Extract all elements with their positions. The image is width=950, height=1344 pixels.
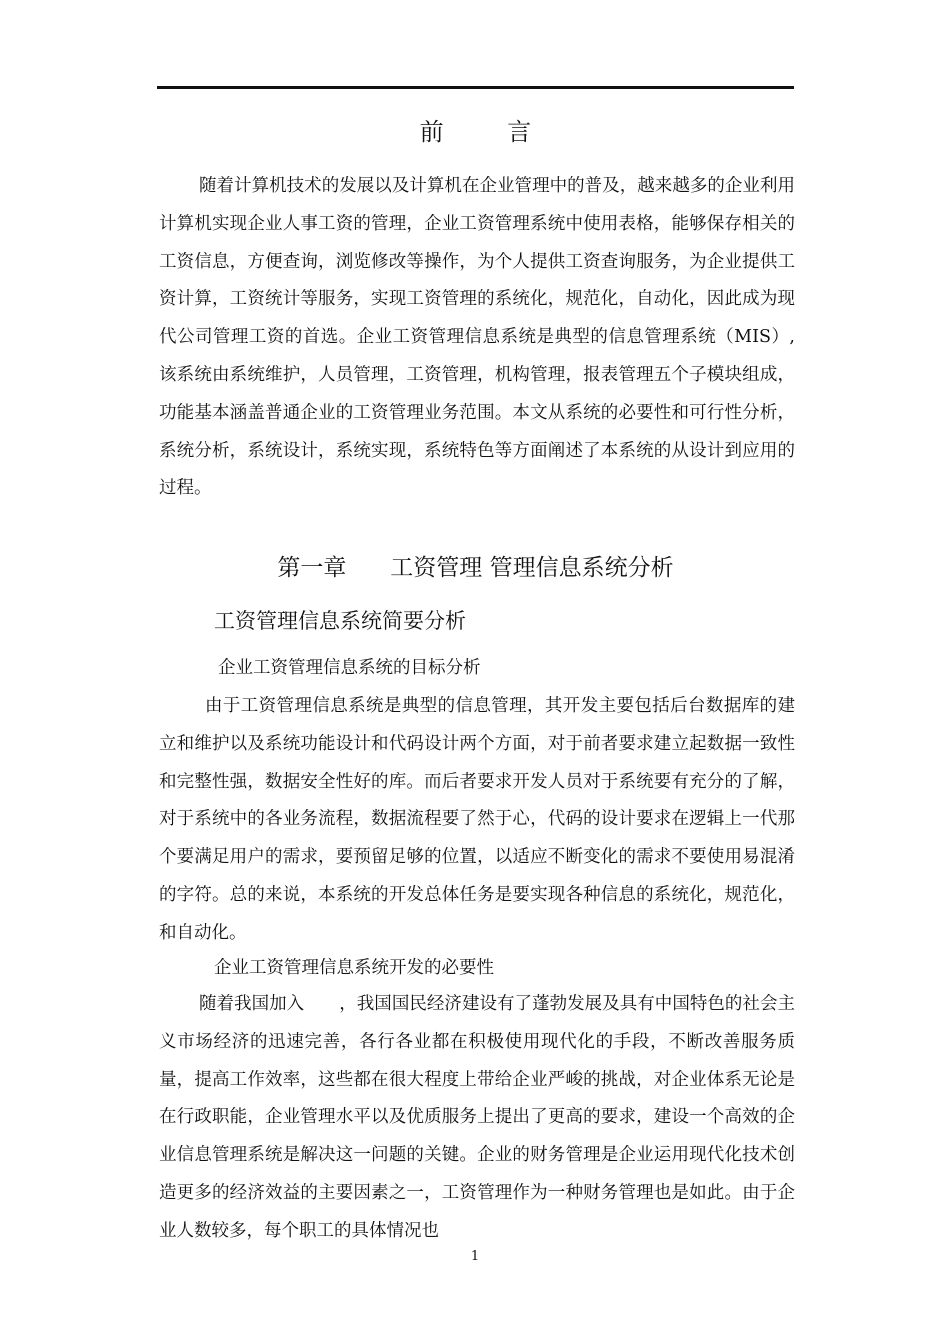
goal-paragraph: 由于工资管理信息系统是典型的信息管理，其开发主要包括后台数据库的建立和维护以及系统功能设计和代码设计两个方面，对于前者要求建立起数据一致性和完整性强，数据安全性好的库。而后者要求开发人员对于系统要有充分的了解，对于系统中的各业务流程，数据流程要了然于心，代码的设计要求在逻辑上一代那个要满足用户的需求，要预留足够的位置，以适应不断变化的需求不要使用易混淆的字符。总的来说，本系统的开发总体任务是要实现各种信息的系统化，规范化，和自动化。 — [159, 696, 795, 943]
header-rule — [157, 86, 794, 89]
preface-title: 前 言 — [419, 118, 560, 146]
section-title: 工资管理信息系统简要分析 — [214, 609, 466, 633]
chapter-title: 第一章 工资管理 管理信息系统分析 — [277, 555, 674, 581]
subsection-heading-goal: 企业工资管理信息系统的目标分析 — [218, 658, 481, 678]
preface-paragraph: 随着计算机技术的发展以及计算机在企业管理中的普及，越来越多的企业利用计算机实现企业人事工资的管理，企业工资管理系统中使用表格，能够保存相关的工资信息，方便查询，浏览修改等操作，为个人提供工资查询服务，为企业提供工资计算，工资统计等服务，实现工资管理的系统化，规范化，自动化，因此成为现代公司管理工资的首选。企业工资管理信息系统是典型的信息管理系统（MIS）, 该系统由系统维护，人员管理，工资管理，机构管理，报表管理五个子模块组成，功能基本涵盖普通企业的工资管理业务范围。本文从系统的必要性和可行性分析，系统分析，系统设计，系统实现，系统特色等方面阐述了本系统的从设计到应用的过程。 — [159, 176, 795, 499]
subsection-heading-necessity: 企业工资管理信息系统开发的必要性 — [214, 958, 494, 978]
page-number: 1 — [470, 1249, 480, 1264]
necessity-paragraph: 随着我国加入 ，我国国民经济建设有了蓬勃发展及具有中国特色的社会主义市场经济的迅速完善，各行各业都在积极使用现代化的手段，不断改善服务质量，提高工作效率，这些都在很大程度上带给企业严峻的挑战，对企业体系无论是在行政职能，企业管理水平以及优质服务上提出了更高的要求，建设一个高效的企业信息管理系统是解决这一问题的关键。企业的财务管理是企业运用现代化技术创造更多的经济效益的主要因素之一，工资管理作为一种财务管理也是如此。由于企业人数较多，每个职工的具体情况也 — [159, 994, 795, 1241]
